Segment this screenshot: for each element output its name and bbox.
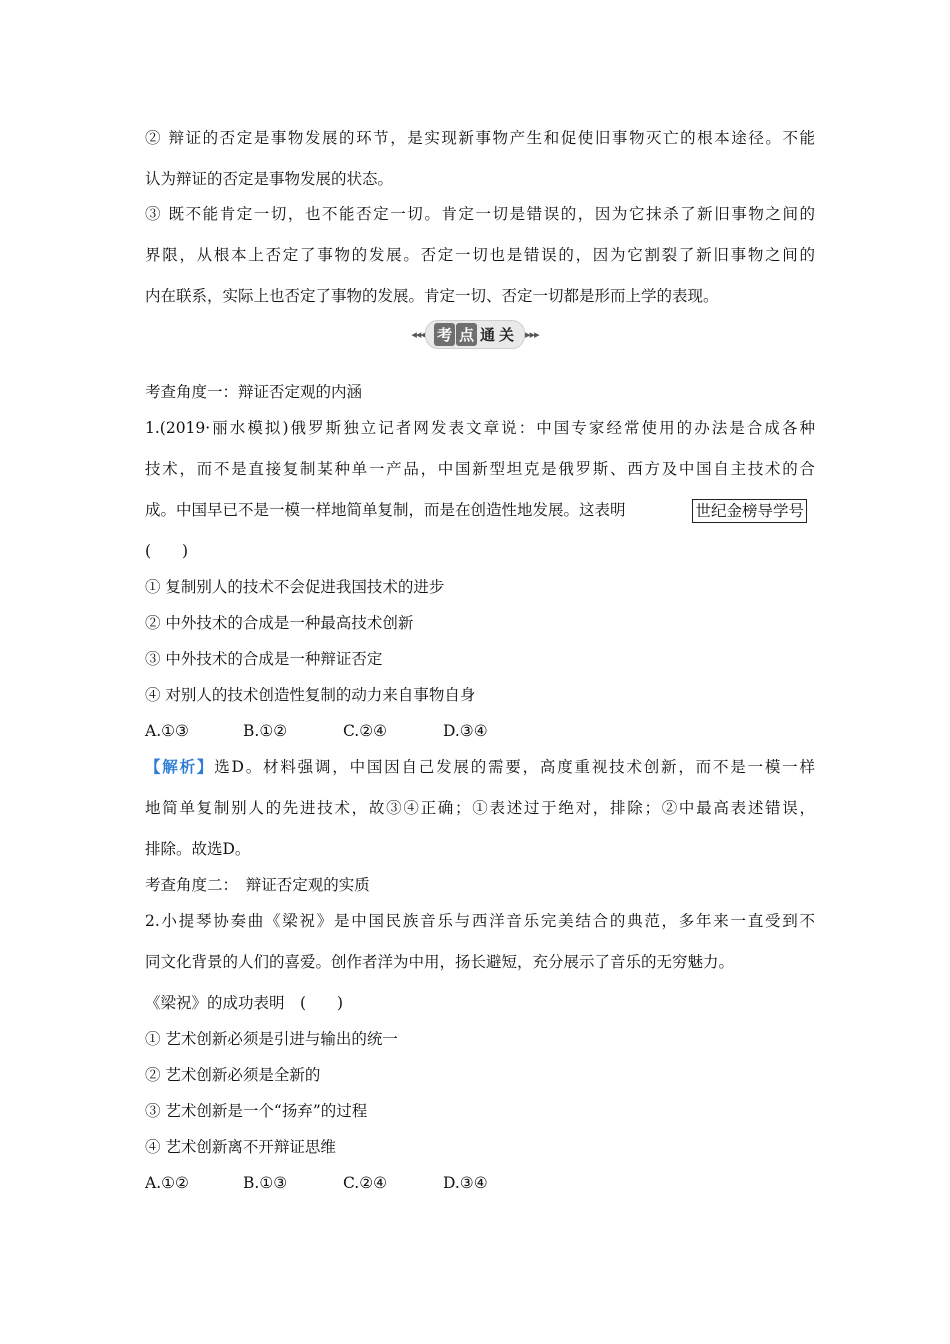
q1-option-1: ① 复制别人的技术不会促进我国技术的进步 <box>145 578 445 596</box>
q2-option-3: ③ 艺术创新是一个“扬弃”的过程 <box>145 1102 368 1120</box>
q1-choice-c: C.②④ <box>343 722 388 740</box>
badge-char-1: 考 <box>434 323 455 346</box>
section-badge <box>0 318 950 350</box>
q2-choice-c: C.②④ <box>343 1174 388 1192</box>
q1-answer-paren: ( ) <box>145 542 189 560</box>
badge-right-arrows: ▸▸▸ <box>525 327 539 341</box>
badge-char-2: 点 <box>456 323 477 346</box>
badge-char-4: 关 <box>499 325 515 344</box>
q1-choice-a: A.①③ <box>145 722 189 740</box>
intro-p2-line1: ② 辩证的否定是事物发展的环节，是实现新事物产生和促使旧事物灭亡的根本途径。不能 <box>145 129 815 147</box>
q1-stem-line2: 技术，而不是直接复制某种单一产品，中国新型坦克是俄罗斯、西方及中国自主技术的合 <box>145 460 815 478</box>
q2-stem-line2: 同文化背景的人们的喜爱。创作者洋为中用，扬长避短，充分展示了音乐的无穷魅力。 <box>145 953 735 971</box>
intro-p3-line2: 界限，从根本上否定了事物的发展。否定一切也是错误的，因为它割裂了新旧事物之间的 <box>145 246 815 264</box>
q1-option-4: ④ 对别人的技术创造性复制的动力来自事物自身 <box>145 686 476 704</box>
q1-analysis-line2: 地简单复制别人的先进技术，故③④正确；①表述过于绝对，排除；②中最高表述错误， <box>145 799 815 817</box>
q1-analysis-line1-text: 选D。材料强调，中国因自己发展的需要，高度重视技术创新，而不是一模一样 <box>214 758 815 776</box>
q2-angle: 考查角度二： 辩证否定观的实质 <box>145 876 370 894</box>
intro-p3-line1: ③ 既不能肯定一切，也不能否定一切。肯定一切是错误的，因为它抹杀了新旧事物之间的 <box>145 205 815 223</box>
q2-choice-d: D.③④ <box>443 1174 488 1192</box>
q1-choice-b: B.①② <box>243 722 288 740</box>
q2-stem-line1: 2.小提琴协奏曲《梁祝》是中国民族音乐与西洋音乐完美结合的典范，多年来一直受到不 <box>145 912 815 930</box>
q1-source-tag: 世纪金榜导学号 <box>692 499 807 523</box>
q1-option-2: ② 中外技术的合成是一种最高技术创新 <box>145 614 414 632</box>
badge-char-3: 通 <box>480 325 496 344</box>
q1-stem-line1: 1.(2019·丽水模拟)俄罗斯独立记者网发表文章说：中国专家经常使用的办法是合成各种 <box>145 419 815 437</box>
q2-choice-a: A.①② <box>145 1174 189 1192</box>
q2-option-4: ④ 艺术创新离不开辩证思维 <box>145 1138 336 1156</box>
q2-choice-b: B.①③ <box>243 1174 288 1192</box>
q2-option-1: ① 艺术创新必须是引进与输出的统一 <box>145 1030 398 1048</box>
q1-option-3: ③ 中外技术的合成是一种辩证否定 <box>145 650 383 668</box>
q1-choice-d: D.③④ <box>443 722 488 740</box>
q1-analysis-line3: 排除。故选D。 <box>145 840 251 858</box>
intro-p3-line3: 内在联系，实际上也否定了事物的发展。肯定一切、否定一切都是形而上学的表现。 <box>145 287 719 305</box>
badge-label <box>425 320 525 349</box>
q1-analysis-line1 <box>145 756 815 778</box>
q1-angle: 考查角度一：辩证否定观的内涵 <box>145 383 363 401</box>
intro-p2-line2: 认为辩证的否定是事物发展的状态。 <box>145 170 394 188</box>
q2-stem-line3: 《梁祝》的成功表明 ( ) <box>145 994 344 1012</box>
badge-left-arrows: ◂◂◂ <box>411 327 425 341</box>
q2-option-2: ② 艺术创新必须是全新的 <box>145 1066 321 1084</box>
q1-stem-line3 <box>145 499 815 521</box>
q1-stem-line3-text: 成。中国早已不是一模一样地简单复制，而是在创造性地发展。这表明 <box>145 501 626 519</box>
analysis-tag: 【解析】 <box>145 757 215 776</box>
